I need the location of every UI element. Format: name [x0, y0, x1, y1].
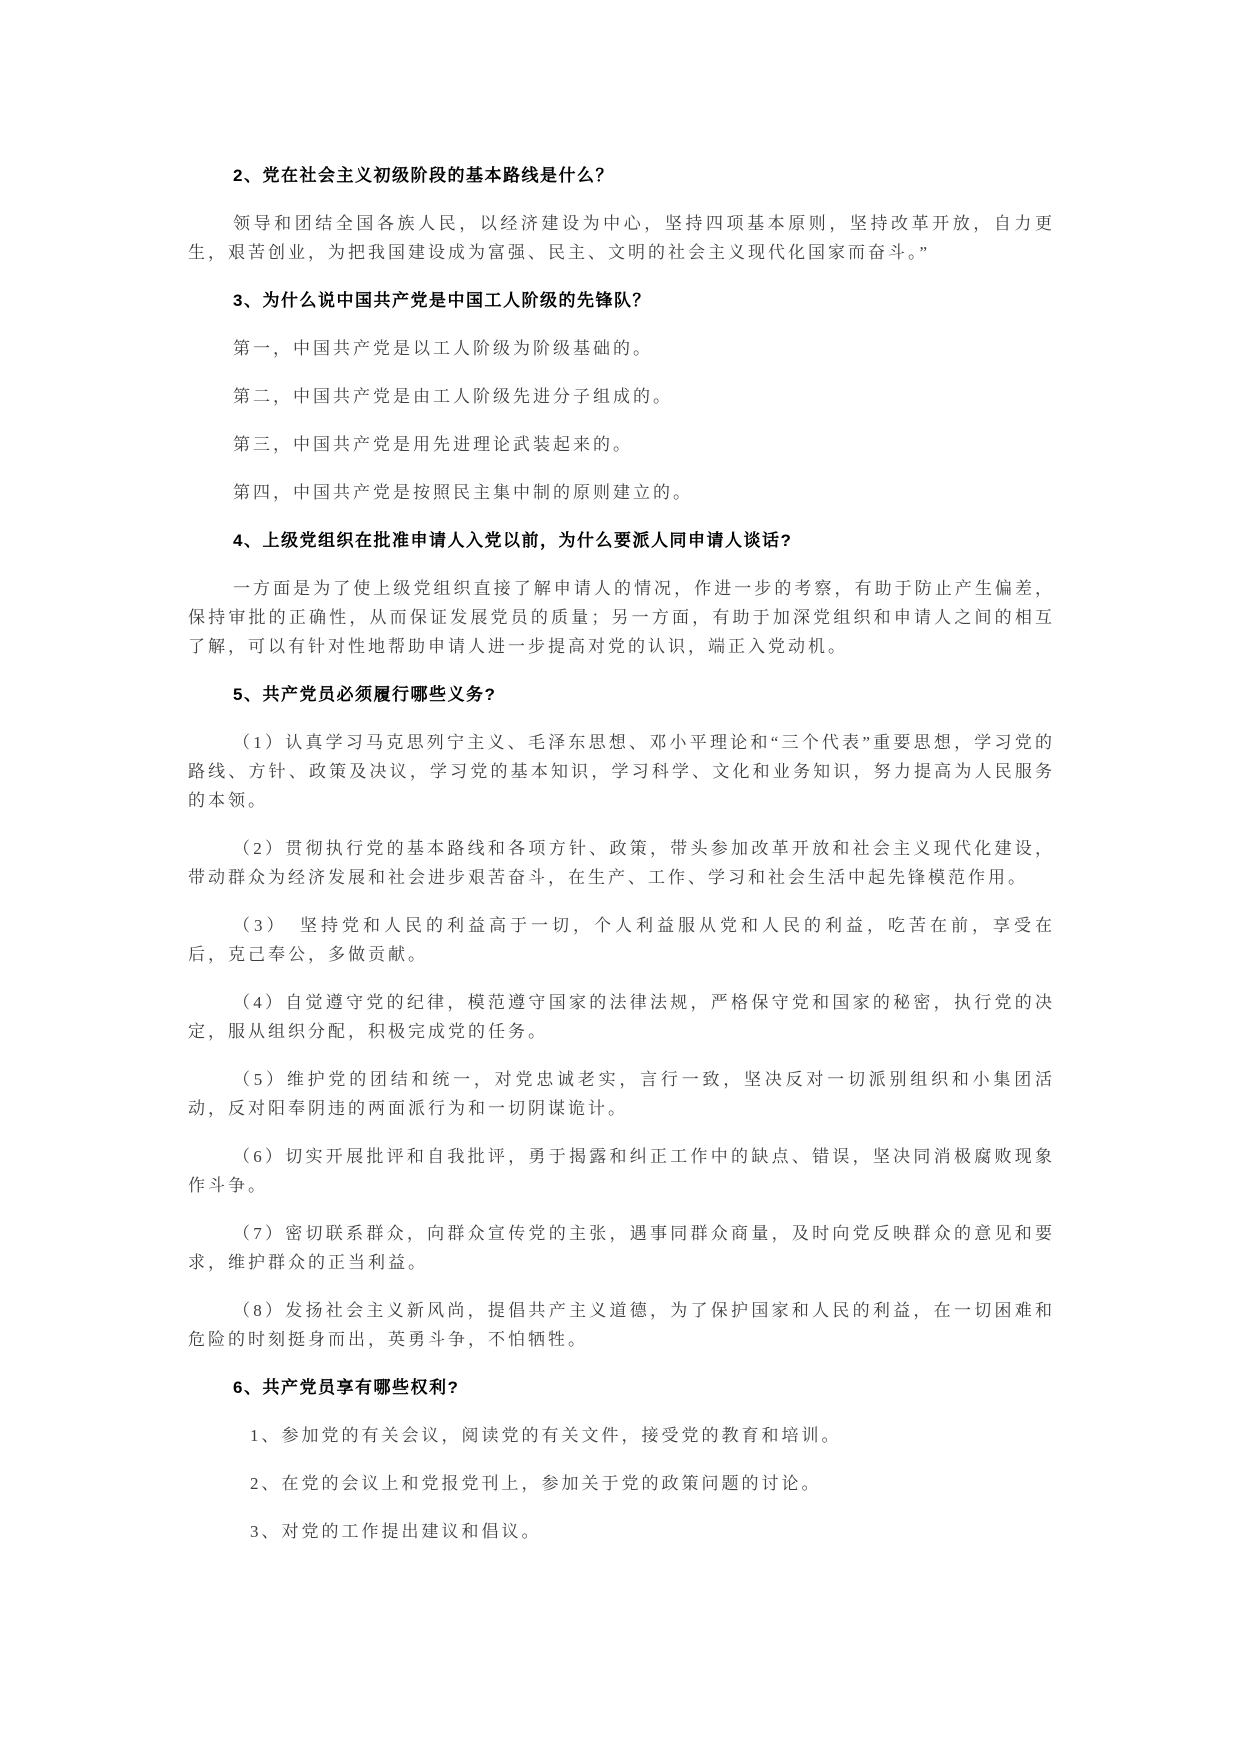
question-heading-6: 6、共产党员享有哪些权利? — [233, 1378, 460, 1397]
right-item-1: 1、参加党的有关会议，阅读党的有关文件，接受党的教育和培训。 — [250, 1426, 842, 1445]
duty-item-2: （2）贯彻执行党的基本路线和各项方针、政策，带头参加改革开放和社会主义现代化建设，带动群众为经济发展和社会进步艰苦奋斗，在生产、工作、学习和社会生活中起先锋模范作用。 — [188, 839, 1055, 887]
right-item-3: 3、对党的工作提出建议和倡议。 — [250, 1522, 542, 1541]
question-heading-4: 4、上级党组织在批准申请人入党以前，为什么要派人同申请人谈话? — [233, 531, 793, 550]
document-body — [188, 161, 1055, 1546]
answer-point-second: 第二，中国共产党是由工人阶级先进分子组成的。 — [233, 387, 673, 406]
question-heading-3: 3、为什么说中国共产党是中国工人阶级的先锋队？ — [233, 291, 651, 310]
answer-point-fourth: 第四，中国共产党是按照民主集中制的原则建立的。 — [233, 483, 693, 502]
answer-point-first: 第一，中国共产党是以工人阶级为阶级基础的。 — [233, 339, 653, 358]
duty-item-8: （8）发扬社会主义新风尚，提倡共产主义道德，为了保护国家和人民的利益，在一切困难和危险的时刻挺身而出，英勇斗争，不怕牺牲。 — [188, 1301, 1055, 1349]
duty-item-5: （5）维护党的团结和统一，对党忠诚老实，言行一致，坚决反对一切派别组织和小集团活动，反对阳奉阴违的两面派行为和一切阴谋诡计。 — [188, 1070, 1055, 1118]
answer-paragraph: 领导和团结全国各族人民，以经济建设为中心，坚持四项基本原则，坚持改革开放，自力更生，艰苦创业，为把我国建设成为富强、民主、文明的社会主义现代化国家而奋斗。” — [188, 214, 1055, 262]
duty-item-4: （4）自觉遵守党的纪律，模范遵守国家的法律法规，严格保守党和国家的秘密，执行党的决定，服从组织分配，积极完成党的任务。 — [188, 993, 1055, 1041]
answer-point-third: 第三，中国共产党是用先进理论武装起来的。 — [233, 435, 633, 454]
duty-item-7: （7）密切联系群众，向群众宣传党的主张，遇事同群众商量，及时向党反映群众的意见和要求，维护群众的正当利益。 — [188, 1224, 1055, 1272]
right-item-2: 2、在党的会议上和党报党刊上，参加关于党的政策问题的讨论。 — [250, 1474, 822, 1493]
duty-item-1: （1）认真学习马克思列宁主义、毛泽东思想、邓小平理论和“三个代表”重要思想，学习党的路线、方针、政策及决议，学习党的基本知识，学习科学、文化和业务知识，努力提高为人民服务的本领。 — [188, 733, 1055, 810]
question-heading-5: 5、共产党员必须履行哪些义务? — [233, 685, 497, 704]
answer-paragraph: 一方面是为了使上级党组织直接了解申请人的情况，作进一步的考察，有助于防止产生偏差，保持审批的正确性，从而保证发展党员的质量；另一方面，有助于加深党组织和申请人之间的相互了解，可以有针对性地帮助申请人进一步提高对党的认识，端正入党动机。 — [188, 579, 1055, 656]
question-heading-2: 2、党在社会主义初级阶段的基本路线是什么？ — [233, 166, 614, 185]
duty-item-6: （6）切实开展批评和自我批评，勇于揭露和纠正工作中的缺点、错误，坚决同消极腐败现象作斗争。 — [188, 1147, 1055, 1195]
duty-item-3: （3） 坚持党和人民的利益高于一切，个人利益服从党和人民的利益，吃苦在前，享受在后，克己奉公，多做贡献。 — [188, 916, 1055, 964]
